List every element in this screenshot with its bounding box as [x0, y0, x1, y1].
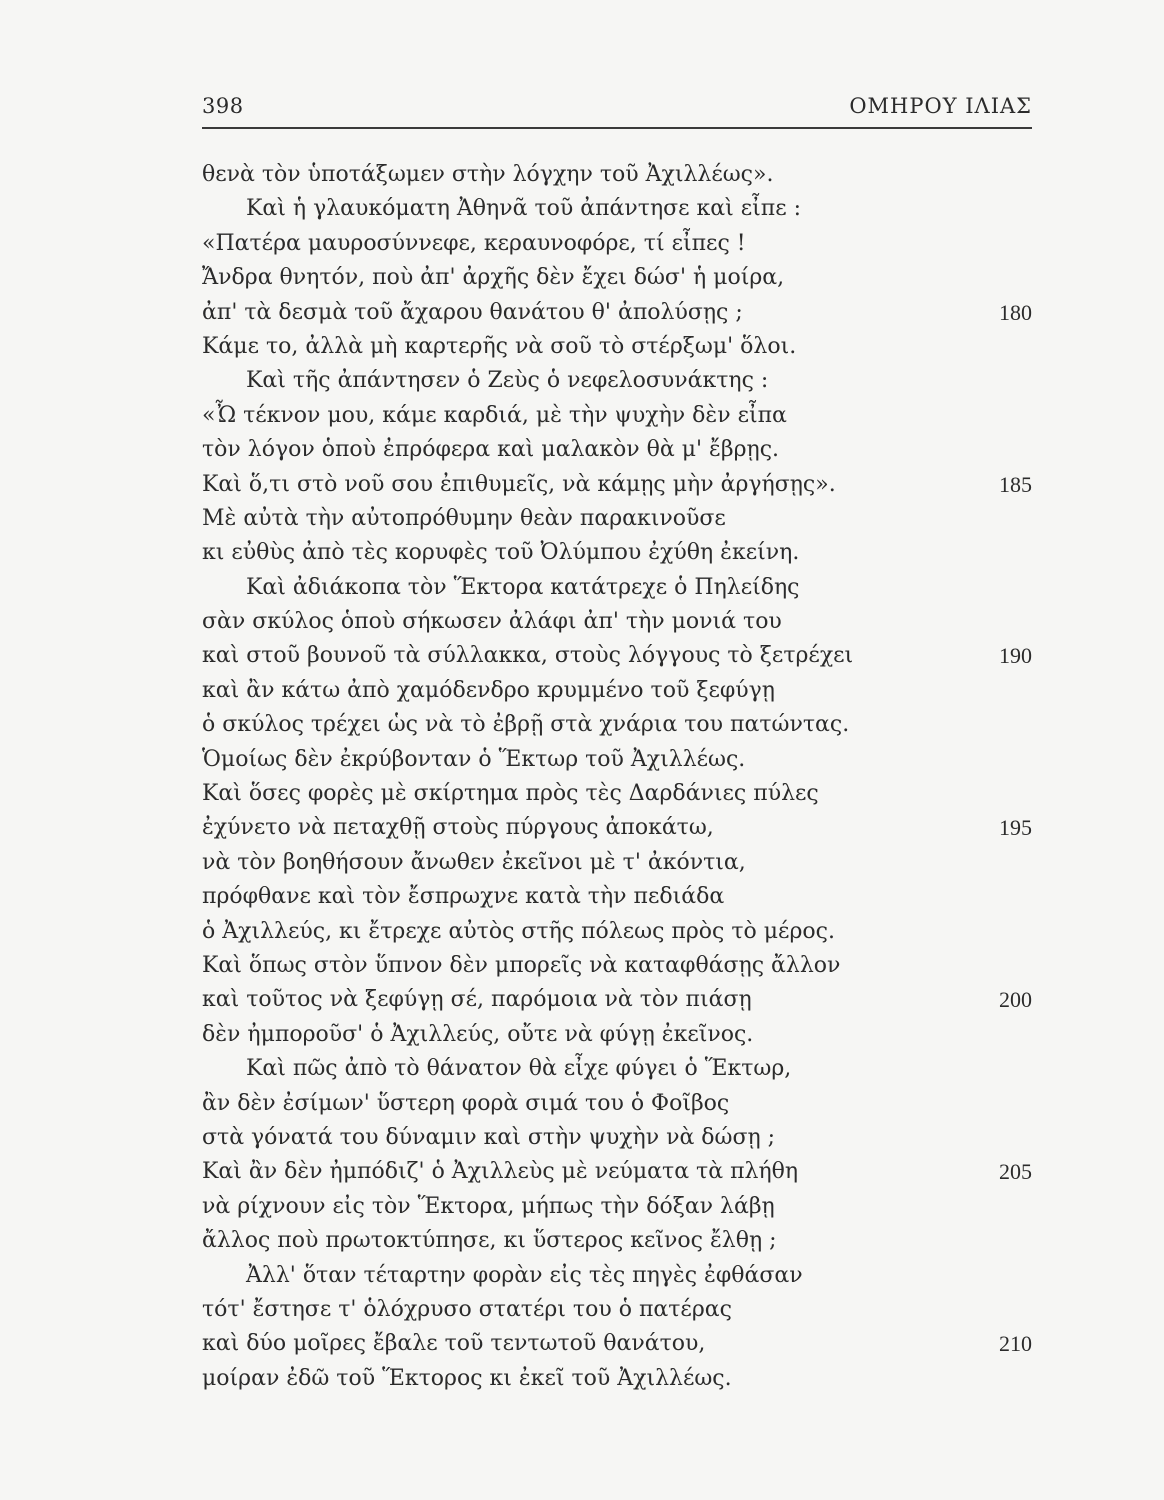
verse-line	[202, 1018, 1032, 1052]
running-title: ΟΜΗΡΟΥ ΙΛΙΑΣ	[849, 94, 1032, 118]
verse-line	[202, 880, 1032, 914]
verse-text: Καὶ ἀδιάκοπα τὸν Ἕκτορα κατάτρεχε ὁ Πηλείδης	[246, 574, 800, 600]
verse-text: Καὶ ἂν δὲν ἠμπόδιζ' ὁ Ἀχιλλεὺς μὲ νεύματα τὰ πλήθη	[202, 1159, 799, 1185]
verse-text: νὰ τὸν βοηθήσουν ἄνωθεν ἐκεῖνοι μὲ τ' ἀκόντια,	[202, 849, 746, 875]
verse-text: καὶ στοῦ βουνοῦ τὰ σύλλακκα, στοὺς λόγγους τὸ ξετρέχει	[202, 643, 854, 669]
verse-line	[202, 1155, 1032, 1189]
verse-line	[202, 1259, 1032, 1293]
verse-line	[202, 1327, 1032, 1361]
verse-line	[202, 227, 1032, 261]
verse-text: καὶ τοῦτος νὰ ξεφύγῃ σέ, παρόμοια νὰ τὸν πιάσῃ	[202, 987, 752, 1013]
verse-line	[202, 468, 1032, 502]
verse-line	[202, 261, 1032, 295]
verse-line	[202, 433, 1032, 467]
verse-line	[202, 399, 1032, 433]
verse-text: Καὶ ἡ γλαυκόματη Ἀθηνᾶ τοῦ ἀπάντησε καὶ εἶπε :	[246, 196, 802, 222]
verse-line	[202, 1362, 1032, 1396]
verse-line	[202, 192, 1032, 226]
verse-line	[202, 708, 1032, 742]
verse-text: ἂν δὲν ἐσίμων' ὕστερη φορὰ σιμά του ὁ Φοῖβος	[202, 1090, 730, 1116]
verse-text: ὁ σκύλος τρέχει ὡς νὰ τὸ ἐβρῇ στὰ χνάρια του πατώντας.	[202, 712, 850, 738]
verse-line	[202, 983, 1032, 1017]
verse-line	[202, 674, 1032, 708]
verse-line	[202, 777, 1032, 811]
verse-text: τὸν λόγον ὁποὺ ἐπρόφερα καὶ μαλακὸν θὰ μ' ἔβρῃς.	[202, 437, 780, 463]
verse-line	[202, 330, 1032, 364]
verse-line	[202, 1224, 1032, 1258]
verse-text: «Ὦ τέκνον μου, κάμε καρδιά, μὲ τὴν ψυχὴν δὲν εἶπα	[202, 402, 787, 428]
verse-line	[202, 605, 1032, 639]
line-number: 190	[999, 643, 1032, 669]
verse-line	[202, 571, 1032, 605]
verse-line	[202, 949, 1032, 983]
verse-text: ἄλλος ποὺ πρωτοκτύπησε, κι ὕστερος κεῖνος ἔλθῃ ;	[202, 1228, 777, 1254]
verse-line	[202, 1293, 1032, 1327]
verse-text: Καὶ τῆς ἀπάντησεν ὁ Ζεὺς ὁ νεφελοσυνάκτης :	[246, 368, 769, 394]
verse-text: καὶ ἂν κάτω ἀπὸ χαμόδενδρο κρυμμένο τοῦ ξεφύγῃ	[202, 677, 775, 703]
verse-block	[202, 158, 1032, 1396]
verse-line	[202, 296, 1032, 330]
verse-line	[202, 915, 1032, 949]
verse-text: καὶ δύο μοῖρες ἔβαλε τοῦ τεντωτοῦ θανάτου,	[202, 1331, 706, 1357]
page-number: 398	[202, 94, 244, 118]
verse-text: ἀπ' τὰ δεσμὰ τοῦ ἄχαρου θανάτου θ' ἀπολύσῃς ;	[202, 299, 743, 325]
verse-text: Ἄνδρα θνητόν, ποὺ ἀπ' ἀρχῆς δὲν ἔχει δώσ' ἡ μοίρα,	[202, 265, 785, 291]
verse-line	[202, 158, 1032, 192]
verse-text: Κάμε το, ἀλλὰ μὴ καρτερῆς νὰ σοῦ τὸ στέρξωμ' ὅλοι.	[202, 333, 797, 359]
verse-text: «Πατέρα μαυροσύννεφε, κεραυνοφόρε, τί εἶπες !	[202, 230, 746, 256]
verse-text: θενὰ τὸν ὑποτάξωμεν στὴν λόγχην τοῦ Ἀχιλλέως».	[202, 162, 774, 187]
verse-line	[202, 1190, 1032, 1224]
verse-text: Ὁμοίως δὲν ἐκρύβονταν ὁ Ἕκτωρ τοῦ Ἀχιλλέως.	[202, 746, 746, 772]
verse-line	[202, 1087, 1032, 1121]
verse-text: νὰ ρίχνουν εἰς τὸν Ἕκτορα, μήπως τὴν δόξαν λάβῃ	[202, 1193, 775, 1219]
line-number: 210	[999, 1331, 1032, 1357]
verse-text: σὰν σκύλος ὁποὺ σήκωσεν ἀλάφι ἀπ' τὴν μονιά του	[202, 609, 782, 635]
verse-text: ἐχύνετο νὰ πεταχθῇ στοὺς πύργους ἀποκάτω,	[202, 815, 714, 841]
verse-line	[202, 811, 1032, 845]
verse-text: Καὶ πῶς ἀπὸ τὸ θάνατον θὰ εἶχε φύγει ὁ Ἕκτωρ,	[246, 1056, 792, 1082]
verse-text: στὰ γόνατά του δύναμιν καὶ στὴν ψυχὴν νὰ δώσῃ ;	[202, 1124, 776, 1150]
verse-text: Καὶ ὅσες φορὲς μὲ σκίρτημα πρὸς τὲς Δαρδάνιες πύλες	[202, 781, 819, 807]
verse-line	[202, 846, 1032, 880]
verse-line	[202, 502, 1032, 536]
header-rule	[202, 127, 1032, 129]
verse-text: ὁ Ἀχιλλεύς, κι ἔτρεχε αὐτὸς στῆς πόλεως πρὸς τὸ μέρος.	[202, 918, 835, 944]
verse-text: Μὲ αὐτὰ τὴν αὐτοπρόθυμην θεὰν παρακινοῦσε	[202, 505, 726, 531]
line-number: 180	[999, 299, 1032, 325]
line-number: 205	[999, 1159, 1032, 1185]
verse-line	[202, 536, 1032, 570]
verse-line	[202, 364, 1032, 398]
line-number: 200	[999, 987, 1032, 1013]
verse-text: πρόφθανε καὶ τὸν ἔσπρωχνε κατὰ τὴν πεδιάδα	[202, 884, 725, 910]
verse-text: Ἀλλ' ὅταν τέταρτην φορὰν εἰς τὲς πηγὲς ἐφθάσαν	[246, 1262, 803, 1288]
verse-text: κι εὐθὺς ἀπὸ τὲς κορυφὲς τοῦ Ὀλύμπου ἐχύθη ἐκείνη.	[202, 540, 800, 566]
line-number: 185	[999, 471, 1032, 497]
verse-line	[202, 743, 1032, 777]
verse-line	[202, 1052, 1032, 1086]
verse-text: Καὶ ὅπως στὸν ὕπνον δὲν μπορεῖς νὰ καταφθάσῃς ἄλλον	[202, 952, 841, 978]
page-header	[202, 94, 1032, 124]
verse-line	[202, 639, 1032, 673]
verse-text: Καὶ ὅ,τι στὸ νοῦ σου ἐπιθυμεῖς, νὰ κάμῃς μὴν ἀργήσῃς».	[202, 471, 836, 497]
verse-text: μοίραν ἐδῶ τοῦ Ἕκτορος κι ἐκεῖ τοῦ Ἀχιλλέως.	[202, 1365, 732, 1391]
verse-text: τότ' ἔστησε τ' ὁλόχρυσο στατέρι του ὁ πατέρας	[202, 1296, 732, 1322]
verse-text: δὲν ἠμποροῦσ' ὁ Ἀχιλλεύς, οὔτε νὰ φύγῃ ἐκεῖνος.	[202, 1021, 754, 1047]
verse-line	[202, 1121, 1032, 1155]
line-number: 195	[999, 815, 1032, 841]
